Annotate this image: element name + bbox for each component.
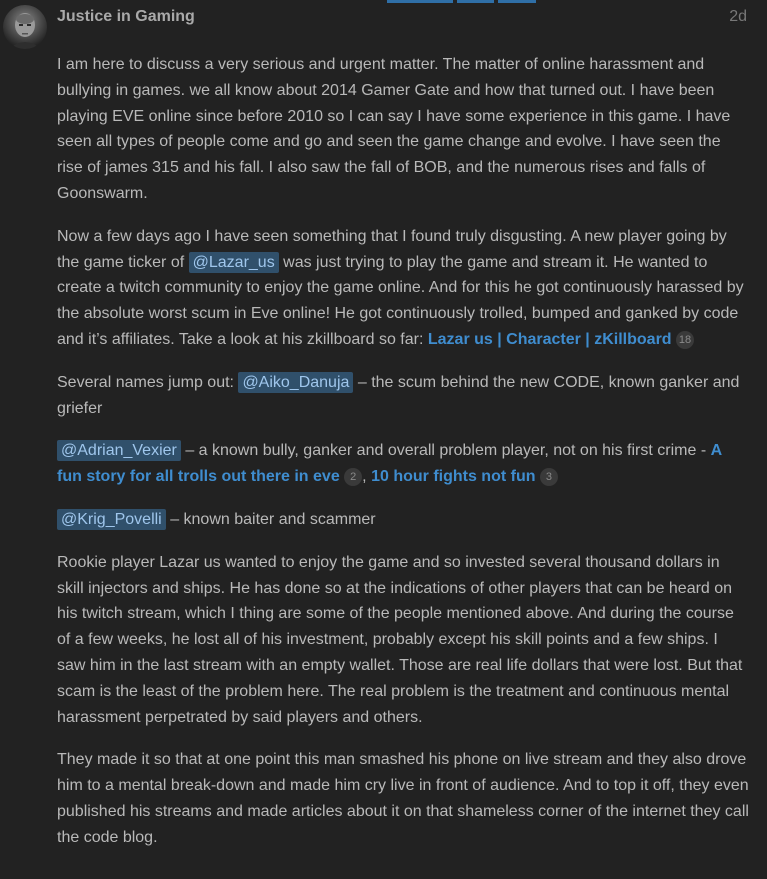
text: Several names jump out: xyxy=(57,373,234,391)
paragraph: They made it so that at one point this man smashed his phone on live stream and they also drove him to a mental break-down and made him cry live in front of audience. And to top it off, they even published his streams and made articles about it on that shameless corner of the internet they call the code blog. xyxy=(57,751,749,846)
paragraph xyxy=(57,370,749,422)
click-count-badge: 18 xyxy=(676,331,694,349)
paragraph xyxy=(57,438,749,490)
text: – a known bully, ganker and overall problem player, not on his first crime - xyxy=(185,442,707,460)
avatar[interactable] xyxy=(3,5,47,49)
paragraph xyxy=(57,224,749,353)
separator: , xyxy=(362,468,367,486)
text: – known baiter and scammer xyxy=(170,510,376,528)
post-author[interactable]: Justice in Gaming xyxy=(57,8,195,25)
mention-lazar-us[interactable]: @Lazar_us xyxy=(189,252,279,273)
text: was just trying to play the game and stream it. He wanted to create a twitch community to enjoy the game online. And for this he got continuously harassed by the absolute worst scum in Eve online! He got continuously trolled, bumped and ganked by code and it’s affiliates. Take a look at his zkillboard so far: xyxy=(57,253,744,348)
text: Now a few days ago I have seen something that I found truly disgusting. A new player going by the game ticker of xyxy=(57,227,727,271)
link-10-hour-fights[interactable]: 10 hour fights not fun xyxy=(371,468,536,486)
post-body xyxy=(57,52,749,868)
top-bar-segment xyxy=(457,0,494,3)
click-count-badge: 2 xyxy=(344,468,362,486)
top-bar-segment xyxy=(498,0,536,3)
top-bar-segment xyxy=(387,0,453,3)
mention-krig-povelli[interactable]: @Krig_Povelli xyxy=(57,509,166,530)
paragraph: I am here to discuss a very serious and urgent matter. The matter of online harassment and bullying in games. we all know about 2014 Gamer Gate and how that turned out. I have been playing EVE online since before 2010 so I can say I have some experience in this game. I have seen all types of people come and go and seen the game change and evolve. I have seen the rise of james 315 and his fall. I also saw the fall of BOB, and the numerous rises and falls of Goonswarm. xyxy=(57,56,731,202)
text: – the scum behind the new CODE, known ganker and griefer xyxy=(57,373,740,417)
post-date[interactable]: 2d xyxy=(729,8,747,25)
mention-adrian-vexier[interactable]: @Adrian_Vexier xyxy=(57,440,181,461)
avatar-portrait-icon xyxy=(3,5,47,49)
paragraph: Rookie player Lazar us wanted to enjoy the game and so invested several thousand dollars in skill injectors and ships. He has done so at the indications of other players that can be heard on his twitch stream, which I thing are some of the people mentioned above. And during the course of a few weeks, he lost all of his investment, probably except his skill points and a few ships. I saw him in the last stream with an empty wallet. Those are real life dollars that were lost. But that scam is the least of the problem here. The real problem is the treatment and continuous mental harassment perpetrated by said players and others. xyxy=(57,553,743,726)
top-progress-bar xyxy=(0,0,767,3)
mention-aiko-danuja[interactable]: @Aiko_Danuja xyxy=(238,372,353,393)
link-fun-story-trolls[interactable]: A fun story for all trolls out there in eve xyxy=(57,442,722,486)
click-count-badge: 3 xyxy=(540,468,558,486)
paragraph xyxy=(57,507,749,533)
link-zkillboard[interactable]: Lazar us | Character | zKillboard xyxy=(427,330,672,348)
